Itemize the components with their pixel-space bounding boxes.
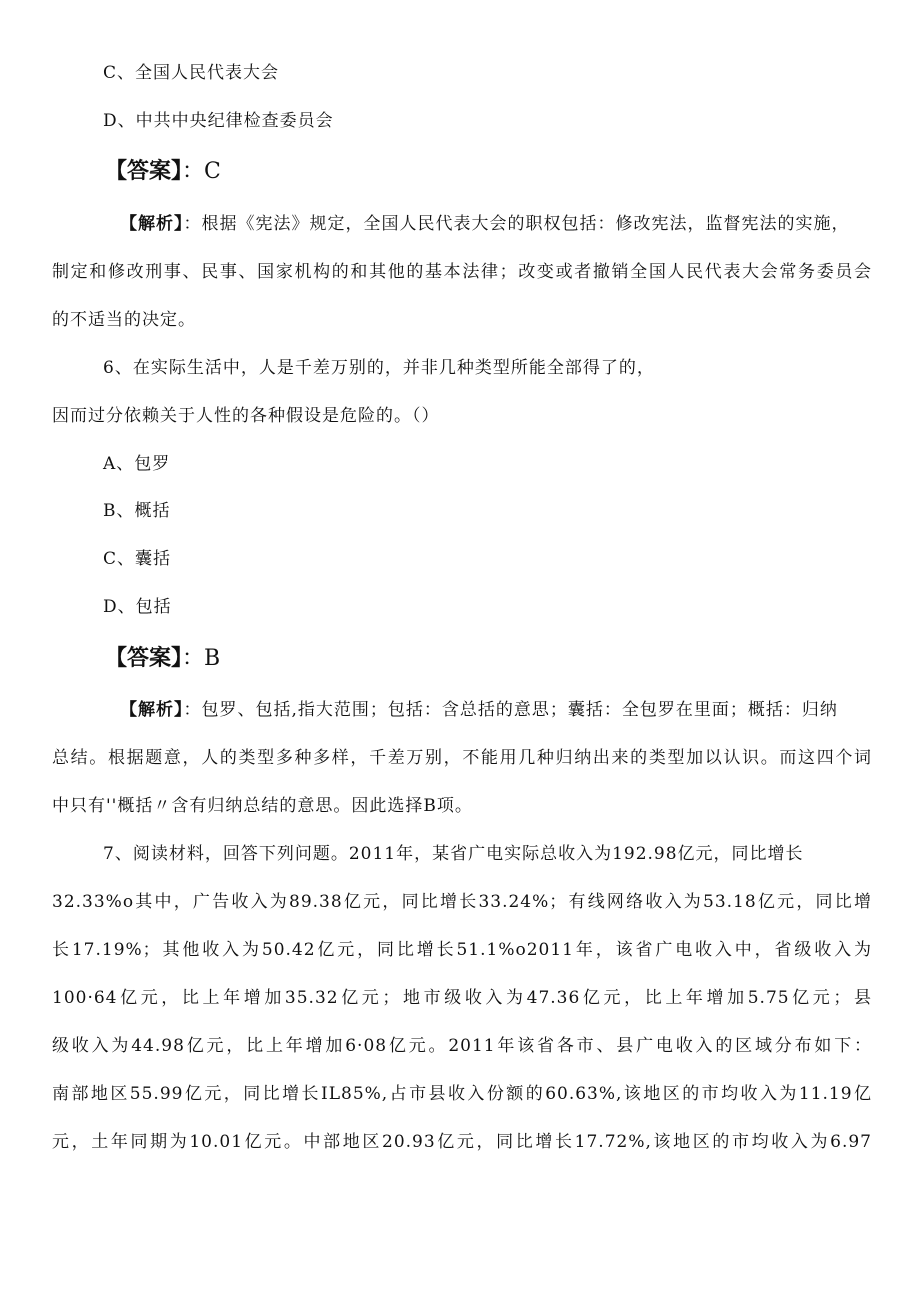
- q6-stem-line-2: 因而过分依赖关于人性的各种假设是危险的。（）: [52, 406, 440, 426]
- q5-answer: [105, 157, 221, 187]
- q6-option-c: C、囊括: [103, 549, 172, 569]
- q7-line-7: 元，土年同期为10.01亿元。中部地区20.93亿元，同比增长17.72%,该地区的市均收入为6.97: [52, 1132, 872, 1152]
- q5-option-d: D、中共中央纪律检查委员会: [103, 111, 334, 131]
- q7-line-4: 100·64亿元，比上年增加35.32亿元；地市级收入为47.36亿元，比上年增加5.75亿元；县: [52, 988, 872, 1008]
- q6-analysis-line-2: 总结。根据题意，人的类型多种多样，千差万别，不能用几种归纳出来的类型加以认识。而这四个词: [52, 748, 872, 768]
- q6-option-b: B、概括: [103, 501, 171, 521]
- q6-answer-label: 【答案】: [105, 646, 183, 671]
- q7-line-1: 7、阅读材料，回答下列问题。2011年，某省广电实际总收入为192.98亿元，同比增长: [103, 844, 804, 864]
- q5-option-c: C、全国人民代表大会: [103, 63, 280, 83]
- q5-analysis-text-1: ：根据《宪法》规定，全国人民代表大会的职权包括：修改宪法，监督宪法的实施，: [183, 214, 850, 234]
- q6-answer-value: ：B: [182, 646, 221, 671]
- q6-option-a: A、包罗: [103, 454, 171, 474]
- q6-analysis-line-3: 中只有''概括〃含有归纳总结的意思。因此选择B项。: [52, 796, 473, 816]
- q6-stem-line-1: 6、在实际生活中，人是千差万别的，并非几种类型所能全部得了的，: [103, 358, 655, 378]
- q5-analysis-line-2: 制定和修改刑事、民事、国家机构的和其他的基本法律；改变或者撤销全国人民代表大会常务委员会: [52, 262, 872, 282]
- q5-analysis-line-1: [120, 212, 850, 236]
- q6-analysis-text-1: ：包罗、包括,指大范围；包括：含总括的意思；囊括：全包罗在里面；概括：归纳: [183, 700, 838, 720]
- q6-analysis-line-1: [120, 698, 838, 722]
- q6-option-d: D、包括: [103, 597, 172, 617]
- q7-line-6: 南部地区55.99亿元，同比增长IL85%,占市县收入份额的60.63%,该地区的市均收入为11.19亿: [52, 1084, 872, 1104]
- q7-line-2: 32.33%o其中，广告收入为89.38亿元，同比增长33.24%；有线网络收入为53.18亿元，同比增: [52, 892, 872, 912]
- q6-answer: [105, 644, 220, 674]
- q6-analysis-label: 【解析】: [120, 700, 184, 720]
- q5-answer-value: ：C: [182, 159, 221, 184]
- q5-analysis-line-3: 的不适当的决定。: [52, 310, 196, 330]
- q7-line-5: 级收入为44.98亿元，比上年增加6·08亿元。2011年该省各市、县广电收入的区域分布如下：: [52, 1036, 872, 1056]
- q5-answer-label: 【答案】: [105, 159, 183, 184]
- q7-line-3: 长17.19%；其他收入为50.42亿元，同比增长51.1%o2011年，该省广电收入中，省级收入为: [52, 940, 872, 960]
- q5-analysis-label: 【解析】: [120, 214, 184, 234]
